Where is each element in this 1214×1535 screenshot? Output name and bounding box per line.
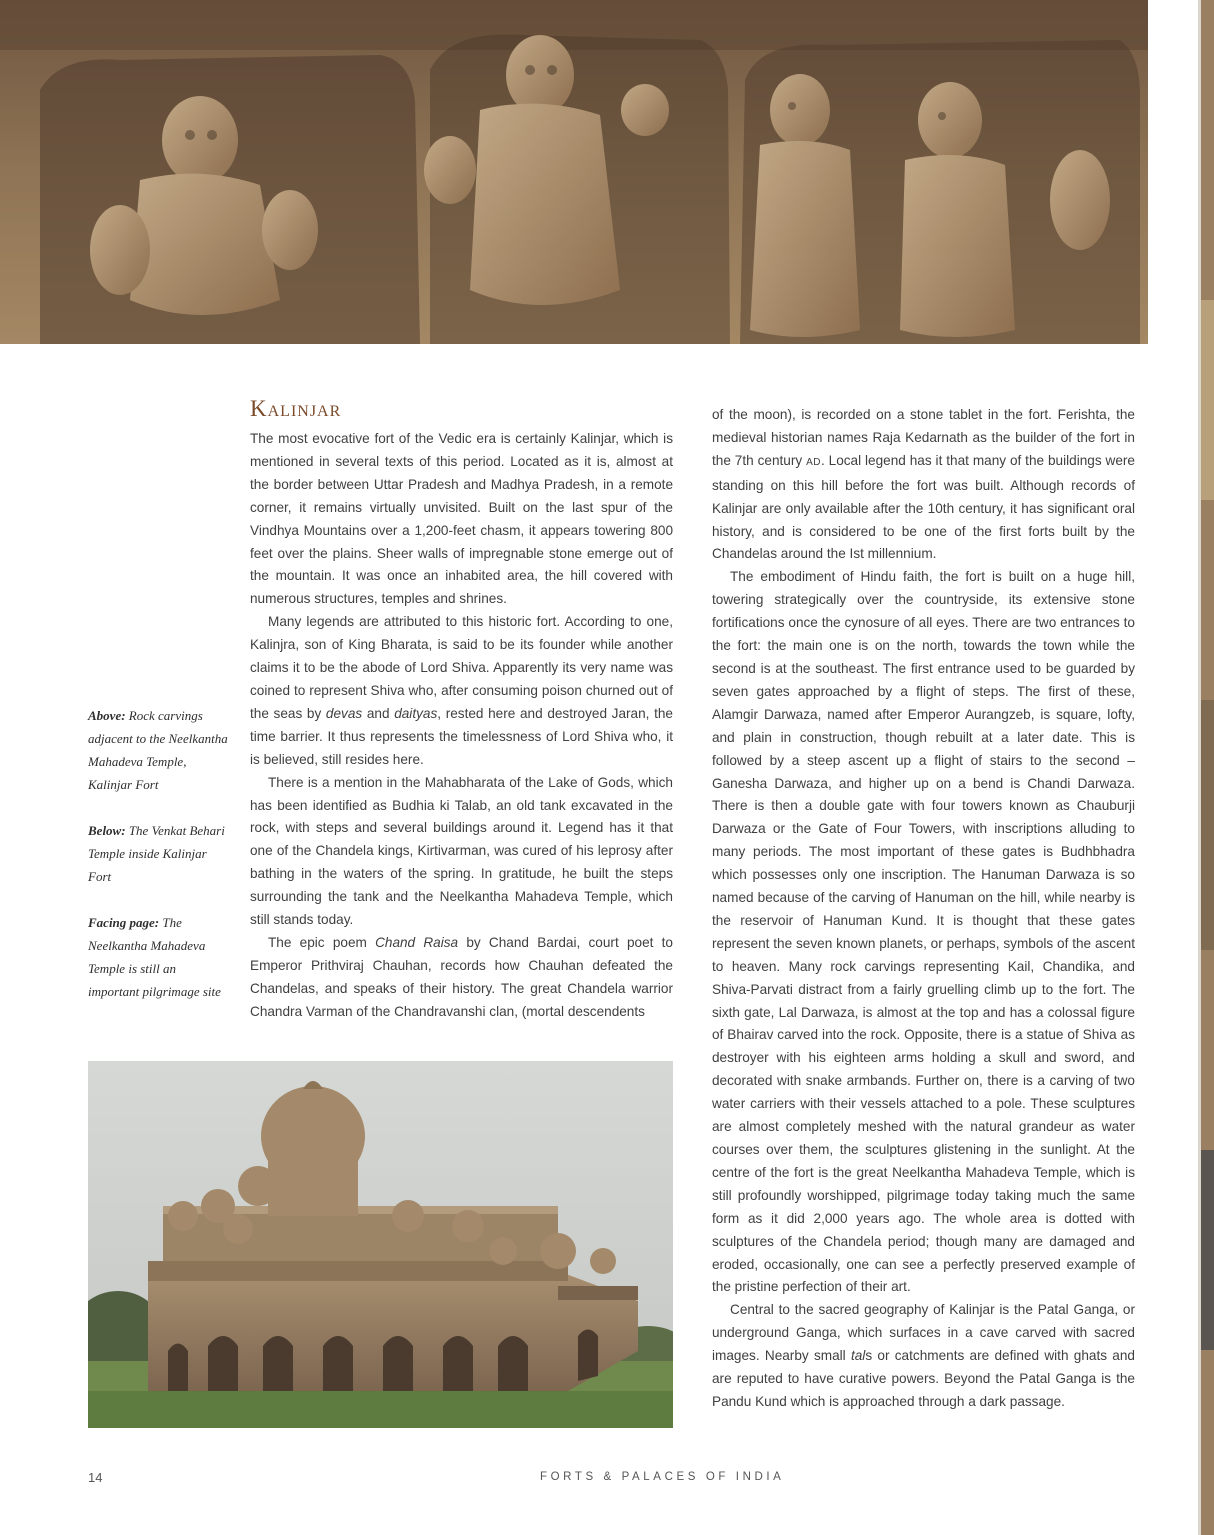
paragraph: There is a mention in the Mahabharata of the Lake of Gods, which has been identified as Budhia ki Talab, an old tank excavated in the rock, with steps and several buildings around it. Legend has it that one of the Chandela kings, Kirtivarman, was cured of his leprosy after bathing in the waters of the spring. In gratitude, he built the steps surrounding the tank and the Neelkantha Mahadeva Temple, which still stands today. bbox=[250, 774, 673, 928]
section-heading bbox=[250, 396, 341, 422]
section-heading-text: Kalinjar bbox=[250, 396, 342, 421]
caption-below: Below: The Venkat Behari Temple inside Kalinjar Fort bbox=[88, 823, 225, 884]
emphasis: devas bbox=[325, 705, 363, 721]
caption-facing-page: Facing page: The Neelkantha Mahadeva Temple is still an important pilgrimage site bbox=[88, 915, 221, 999]
emphasis: tal bbox=[850, 1348, 866, 1364]
rock-carvings-photo bbox=[0, 0, 1148, 344]
right-text-column bbox=[712, 404, 1135, 1414]
paragraph: The embodiment of Hindu faith, the fort is built on a huge hill, towering strategically over the countryside, its extensive stone fortifications once the cynosure of all eyes. There are two entrances to the fort: the main one is on the north, towards the town while the second is at the southeast. The first entrance used to be guarded by seven gates approached by a flight of steps. The first of these, Alamgir Darwaza, named after Emperor Aurangzeb, is square, lofty, and plain in construction, though rebuilt at a later date. This is followed by a steep ascent up a flight of stairs to the second – Ganesha Darwaza, and higher up on a bend is Chandi Darwaza. There is then a double gate with four towers known as Chauburji Darwaza or the Gate of Four Towers, with inscriptions alluding to many periods. The most important of these gates is Budhbhadra which possesses only one inscription. The Hanuman Darwaza is so named because of the carving of Hanuman on the hill, while nearby is the reservoir of Hanuman Kund. It is thought that these gates represent the seven known planets, or perhaps, symbols of the ascent to heaven. Many rock carvings representing Kail, Chandika, and Shiva-Parvati distract from a fairly gruelling climb up to the fort. The sixth gate, Lal Darwaza, is almost at the top and has a colossal figure of Bhairav carved into the rock. Opposite, there is a statue of Shiva as destroyer with his eighteen arms holding a skull and sword, and decorated with snake armbands. Further on, there is a carving of two water carriers with their vessels attached to a pole. These sculptures are almost completely meshed with the natural grandeur as water courses over them, the sculptures glistening in the sunlight. At the centre of the fort is the great Neelkantha Mahadeva Temple, which is still profoundly worshipped, pilgrimage today taking much the same form as it did 2,000 years ago. The whole area is dotted with sculptures of the Chandela period; though many are damaged and eroded, occasionally, one can see a perfectly preserved example of the pristine perfection of their art. bbox=[712, 569, 1135, 1295]
temple-photo bbox=[88, 1061, 673, 1428]
page-number: 14 bbox=[88, 1470, 103, 1485]
running-title: FORTS & PALACES OF INDIA bbox=[540, 1471, 785, 1483]
era-abbreviation: AD bbox=[806, 456, 821, 468]
paragraph: of the moon), is recorded on a stone tablet in the fort. Ferishta, the medieval historian names Raja Kedarnath as the builder of the fort in the 7th century AD. Local legend has it that many of the buildings were standing on this hill before the fort was built. Although records of Kalinjar are only available after the 10th century, it has significant oral history, and is considered to be one of the first forts built by the Chandelas around the Ist millennium. bbox=[712, 407, 1135, 562]
paragraph: The epic poem Chand Raisa by Chand Bardai, court poet to Emperor Prithviraj Chauhan, records how Chauhan defeated the Chandelas, and speaks of their history. The great Chandela warrior Chandra Varman of the Chandravanshi clan, (mortal descendents bbox=[250, 934, 673, 1019]
paragraph: Central to the sacred geography of Kalinjar is the Patal Ganga, or underground Ganga, which surfaces in a cave carved with sacred images. Nearby small tals or catchments are defined with ghats and are reputed to have curative powers. Beyond the Patal Ganga is the Pandu Kund which is approached through a dark passage. bbox=[712, 1302, 1135, 1409]
paragraph: The most evocative fort of the Vedic era is certainly Kalinjar, which is mentioned in several texts of this period. Located as it is, almost at the border between Uttar Pradesh and Madhya Pradesh, in a remote corner, it remains virtually unvisited. Built on the last spur of the Vindhya Mountains over a 1,200-feet chasm, it appears towering 800 feet over the plains. Sheer walls of impregnable stone emerge out of the mountain. It was once an inhabited area, the hill covered with numerous structures, temples and shrines. bbox=[250, 431, 673, 607]
paragraph: Many legends are attributed to this historic fort. According to one, Kalinjra, son of King Bharata, is said to be its founder while another claims it to be the abode of Lord Shiva. Apparently its very name was coined to represent Shiva who, after consuming poison churned out of the seas by devas and daityas, rested here and destroyed Jaran, the time barrier. It thus represents the timelessness of Lord Shiva who, it is believed, still resides here. bbox=[250, 614, 673, 767]
facing-page-edge bbox=[1198, 0, 1214, 1535]
caption-above: Above: Rock carvings adjacent to the Neelkantha Mahadeva Temple, Kalinjar Fort bbox=[88, 708, 228, 792]
photo-captions bbox=[88, 704, 228, 1026]
emphasis: daityas bbox=[394, 705, 438, 721]
emphasis: Chand Raisa bbox=[375, 934, 459, 950]
left-text-column bbox=[250, 428, 673, 1024]
